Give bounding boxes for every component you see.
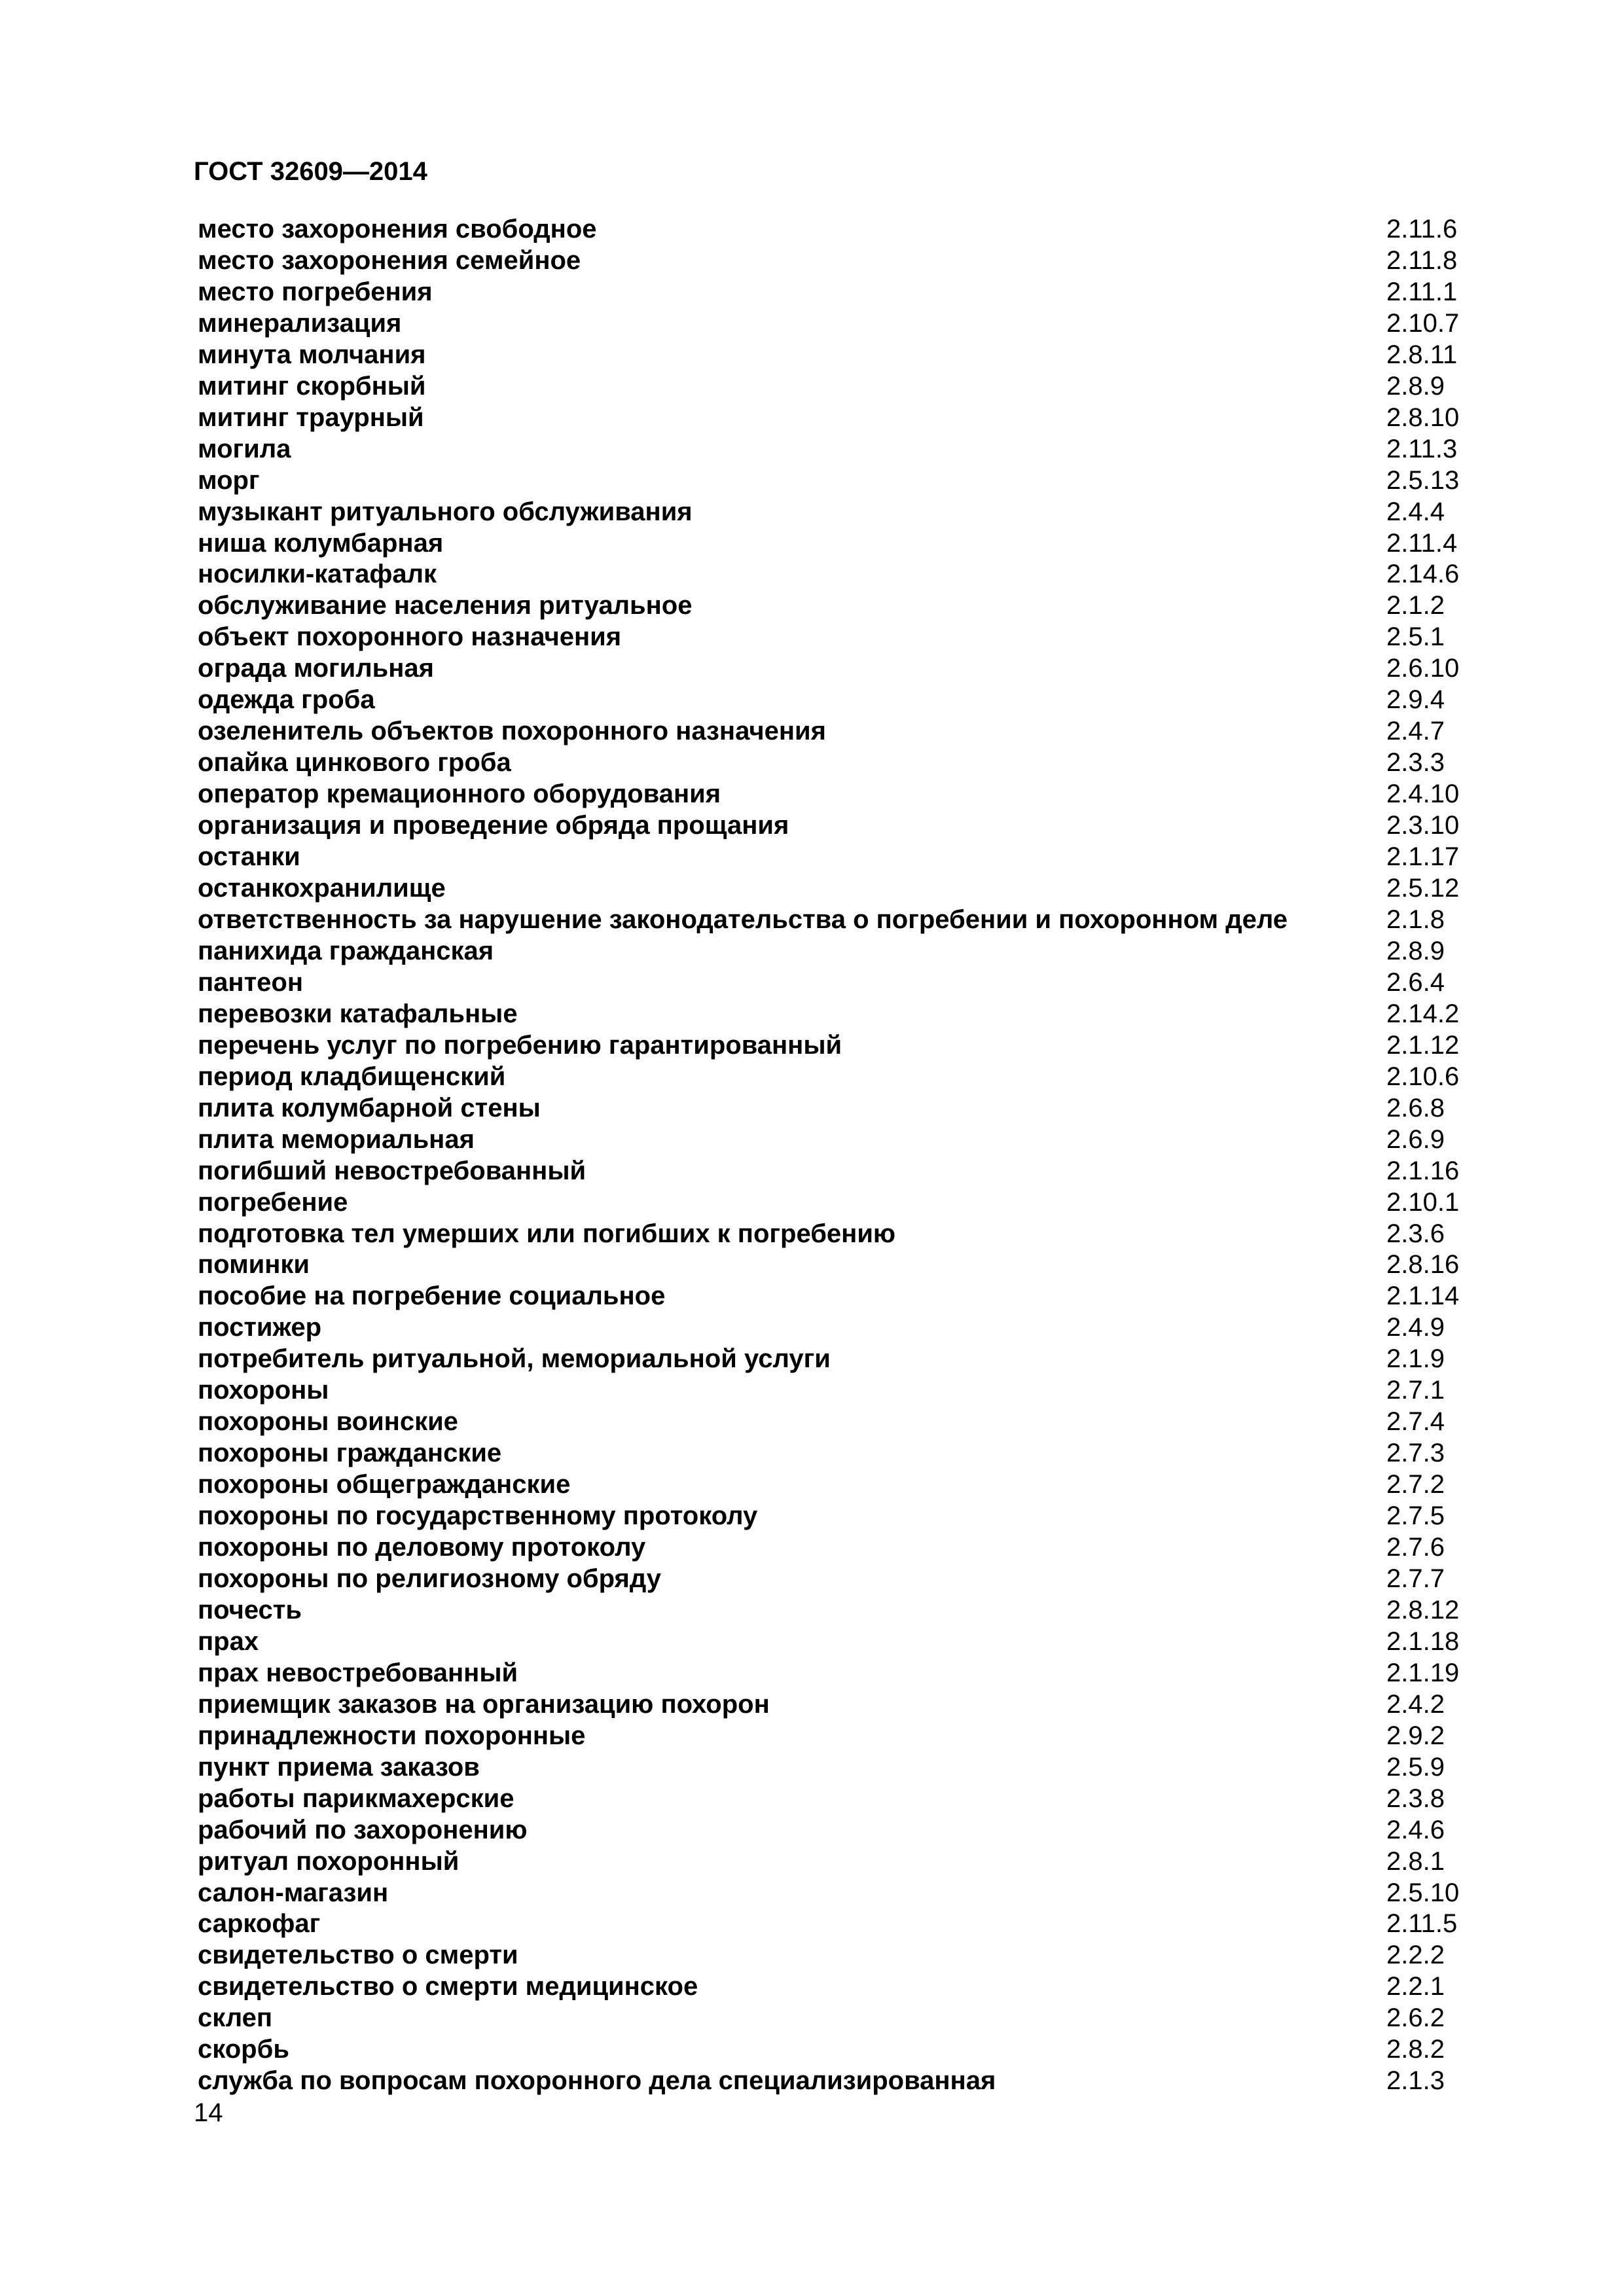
index-term: минута молчания	[198, 340, 426, 369]
index-reference: 2.4.10	[1386, 780, 1460, 809]
index-term: подготовка тел умерших или погибших к погребению	[198, 1219, 896, 1248]
index-reference: 2.6.10	[1386, 654, 1460, 683]
index-reference: 2.1.9	[1386, 1344, 1445, 1374]
page-number: 14	[194, 2098, 223, 2127]
index-reference: 2.1.18	[1386, 1626, 1460, 1656]
index-term: ниша колумбарная	[198, 528, 444, 558]
index-term: ритуал похоронный	[198, 1846, 460, 1876]
index-reference: 2.9.4	[1386, 685, 1445, 715]
index-entry	[198, 1156, 1468, 1187]
index-entry	[198, 1344, 1468, 1375]
index-reference: 2.5.9	[1386, 1752, 1445, 1782]
index-term: носилки-катафалк	[198, 560, 437, 589]
index-entry	[198, 1219, 1468, 1250]
index-entry	[198, 1312, 1468, 1344]
index-entry	[198, 1281, 1468, 1312]
index-term: свидетельство о смерти медицинское	[198, 1972, 698, 2001]
index-reference: 2.4.6	[1386, 1815, 1445, 1844]
index-term: погребение	[198, 1187, 348, 1217]
index-term: ответственность за нарушение законодательства о погребении и похоронном деле	[198, 905, 1288, 934]
index-entry	[198, 779, 1468, 810]
index-entry	[198, 2066, 1468, 2097]
index-entry	[198, 465, 1468, 497]
index-term: минерализация	[198, 308, 402, 338]
index-reference: 2.8.9	[1386, 936, 1445, 965]
index-reference: 2.11.4	[1386, 528, 1458, 558]
index-reference: 2.10.1	[1386, 1187, 1460, 1217]
index-term: обслуживание населения ритуальное	[198, 591, 693, 620]
index-term: пособие на погребение социальное	[198, 1282, 666, 1311]
index-reference: 2.10.6	[1386, 1062, 1460, 1091]
index-entry	[198, 434, 1468, 465]
index-term: пантеон	[198, 967, 303, 997]
index-term: митинг скорбный	[198, 371, 426, 401]
index-entry	[198, 340, 1468, 371]
index-entry	[198, 1940, 1468, 1971]
index-entry	[198, 1815, 1468, 1846]
index-entry	[198, 810, 1468, 842]
index-term: постижер	[198, 1313, 322, 1342]
index-entry	[198, 559, 1468, 590]
index-entry	[198, 371, 1468, 403]
index-entry	[198, 1909, 1468, 1940]
index-entry	[198, 1784, 1468, 1815]
index-term: организация и проведение обряда прощания	[198, 811, 789, 840]
index-entry	[198, 1469, 1468, 1501]
index-reference: 2.5.1	[1386, 622, 1445, 652]
index-term: саркофаг	[198, 1909, 321, 1939]
index-term: озеленитель объектов похоронного назначения	[198, 717, 826, 746]
index-reference: 2.3.8	[1386, 1784, 1445, 1813]
index-entry	[198, 1501, 1468, 1532]
index-entry	[198, 873, 1468, 905]
index-entry	[198, 1187, 1468, 1219]
index-entry	[198, 277, 1468, 308]
index-term: останкохранилище	[198, 874, 446, 903]
index-reference: 2.11.3	[1386, 434, 1458, 463]
index-reference: 2.2.1	[1386, 1972, 1445, 2001]
index-entry	[198, 967, 1468, 999]
index-term: поминки	[198, 1250, 310, 1280]
index-entry	[198, 685, 1468, 716]
index-reference: 2.6.9	[1386, 1124, 1445, 1154]
index-term: рабочий по захоронению	[198, 1815, 528, 1844]
index-entry	[198, 2003, 1468, 2034]
index-entry	[198, 1030, 1468, 1062]
index-term: плита колумбарной стены	[198, 1093, 541, 1122]
index-entry	[198, 1971, 1468, 2003]
index-term: плита мемориальная	[198, 1124, 475, 1154]
index-term: погибший невостребованный	[198, 1156, 586, 1185]
index-term: оператор кремационного оборудования	[198, 780, 721, 809]
index-reference: 2.3.10	[1386, 811, 1460, 840]
index-reference: 2.8.12	[1386, 1595, 1460, 1624]
index-entry	[198, 936, 1468, 967]
index-reference: 2.1.19	[1386, 1658, 1460, 1687]
index-entry	[198, 1124, 1468, 1156]
index-term: могила	[198, 434, 291, 463]
index-term: салон-магазин	[198, 1878, 389, 1907]
index-entry	[198, 1721, 1468, 1752]
index-reference: 2.4.9	[1386, 1313, 1445, 1342]
index-reference: 2.5.10	[1386, 1878, 1460, 1907]
index-reference: 2.5.13	[1386, 465, 1460, 495]
index-entry	[198, 497, 1468, 528]
index-entry	[198, 842, 1468, 873]
index-entry	[198, 1438, 1468, 1469]
index-term: опайка цинкового гроба	[198, 748, 511, 778]
index-term: музыкант ритуального обслуживания	[198, 497, 693, 526]
index-reference: 2.1.14	[1386, 1282, 1460, 1311]
index-reference: 2.4.4	[1386, 497, 1445, 526]
index-reference: 2.5.12	[1386, 874, 1460, 903]
index-entry	[198, 999, 1468, 1030]
index-reference: 2.7.1	[1386, 1376, 1445, 1405]
index-term: ограда могильная	[198, 654, 435, 683]
index-reference: 2.8.9	[1386, 371, 1445, 401]
index-reference: 2.3.3	[1386, 748, 1445, 778]
document-header: ГОСТ 32609—2014	[194, 157, 427, 186]
index-term: принадлежности похоронные	[198, 1721, 586, 1750]
index-entry	[198, 1062, 1468, 1093]
index-term: морг	[198, 465, 260, 495]
index-entry	[198, 716, 1468, 747]
index-entry	[198, 1846, 1468, 1878]
index-reference: 2.9.2	[1386, 1721, 1445, 1750]
index-term: одежда гроба	[198, 685, 375, 715]
index-reference: 2.1.8	[1386, 905, 1445, 934]
index-reference: 2.4.7	[1386, 717, 1445, 746]
index-term: похороны по религиозному обряду	[198, 1564, 662, 1593]
index-entry	[198, 1564, 1468, 1595]
index-entry	[198, 1689, 1468, 1721]
index-reference: 2.11.1	[1386, 277, 1458, 306]
index-reference: 2.1.12	[1386, 1030, 1460, 1060]
index-entry	[198, 622, 1468, 653]
index-reference: 2.7.3	[1386, 1439, 1445, 1468]
index-term: похороны по деловому протоколу	[198, 1533, 646, 1562]
index-reference: 2.1.3	[1386, 2066, 1445, 2096]
index-entry	[198, 1532, 1468, 1564]
index-reference: 2.8.11	[1386, 340, 1458, 369]
index-reference: 2.8.10	[1386, 403, 1460, 432]
index-term: место захоронения свободное	[198, 215, 597, 243]
index-term: похороны по государственному протоколу	[198, 1501, 758, 1531]
index-entry	[198, 905, 1468, 936]
index-reference: 2.4.2	[1386, 1689, 1445, 1719]
index-entry	[198, 1752, 1468, 1784]
index-reference: 2.3.6	[1386, 1219, 1445, 1248]
index-term: похороны гражданские	[198, 1439, 502, 1468]
index-entry	[198, 308, 1468, 340]
index-term: объект похоронного назначения	[198, 622, 622, 652]
index-term: место погребения	[198, 277, 433, 306]
index-reference: 2.10.7	[1386, 308, 1460, 338]
index-reference: 2.11.6	[1386, 215, 1458, 243]
index-reference: 2.7.2	[1386, 1470, 1445, 1499]
index-reference: 2.6.4	[1386, 967, 1445, 997]
index-term: служба по вопросам похоронного дела специализированная	[198, 2066, 996, 2096]
index-reference: 2.11.8	[1386, 245, 1458, 275]
index-entry	[198, 1595, 1468, 1626]
index-entry	[198, 747, 1468, 779]
index-term: перевозки катафальные	[198, 999, 518, 1028]
index-reference: 2.7.4	[1386, 1407, 1445, 1437]
index-entry	[198, 1249, 1468, 1281]
index-reference: 2.8.16	[1386, 1250, 1460, 1280]
index-reference: 2.1.17	[1386, 842, 1460, 872]
index-entry	[198, 403, 1468, 434]
term-index-list	[198, 214, 1468, 2097]
index-term: работы парикмахерские	[198, 1784, 514, 1813]
index-reference: 2.14.2	[1386, 999, 1460, 1028]
index-reference: 2.14.6	[1386, 560, 1460, 589]
index-term: свидетельство о смерти	[198, 1941, 518, 1970]
index-entry	[198, 528, 1468, 560]
index-term: похороны воинские	[198, 1407, 458, 1437]
index-term: место захоронения семейное	[198, 245, 581, 275]
index-reference: 2.7.5	[1386, 1501, 1445, 1531]
index-reference: 2.8.1	[1386, 1846, 1445, 1876]
index-term: период кладбищенский	[198, 1062, 506, 1091]
index-entry	[198, 1658, 1468, 1689]
index-reference: 2.7.7	[1386, 1564, 1445, 1593]
index-entry	[198, 214, 1468, 245]
index-reference: 2.1.16	[1386, 1156, 1460, 1185]
index-term: перечень услуг по погребению гарантированный	[198, 1030, 842, 1060]
index-reference: 2.1.2	[1386, 591, 1445, 620]
index-term: потребитель ритуальной, мемориальной услуги	[198, 1344, 831, 1374]
index-entry	[198, 1878, 1468, 1909]
index-entry	[198, 1375, 1468, 1407]
index-reference: 2.7.6	[1386, 1533, 1445, 1562]
index-reference: 2.8.2	[1386, 2035, 1445, 2064]
index-entry	[198, 653, 1468, 685]
index-term: пункт приема заказов	[198, 1752, 480, 1782]
index-entry	[198, 245, 1468, 277]
index-reference: 2.6.2	[1386, 2003, 1445, 2033]
index-term: панихида гражданская	[198, 936, 494, 965]
index-entry	[198, 1626, 1468, 1658]
index-term: похороны общегражданские	[198, 1470, 571, 1499]
index-entry	[198, 2034, 1468, 2066]
index-entry	[198, 590, 1468, 622]
index-term: скорбь	[198, 2035, 289, 2064]
index-entry	[198, 1093, 1468, 1124]
index-reference: 2.11.5	[1386, 1909, 1458, 1939]
index-entry	[198, 1407, 1468, 1438]
index-term: почесть	[198, 1595, 302, 1624]
index-term: митинг траурный	[198, 403, 424, 432]
index-term: прах	[198, 1626, 259, 1656]
index-term: останки	[198, 842, 300, 872]
index-term: похороны	[198, 1376, 329, 1405]
index-term: приемщик заказов на организацию похорон	[198, 1689, 770, 1719]
index-reference: 2.2.2	[1386, 1941, 1445, 1970]
index-term: прах невостребованный	[198, 1658, 518, 1687]
index-term: склеп	[198, 2003, 273, 2033]
index-reference: 2.6.8	[1386, 1093, 1445, 1122]
